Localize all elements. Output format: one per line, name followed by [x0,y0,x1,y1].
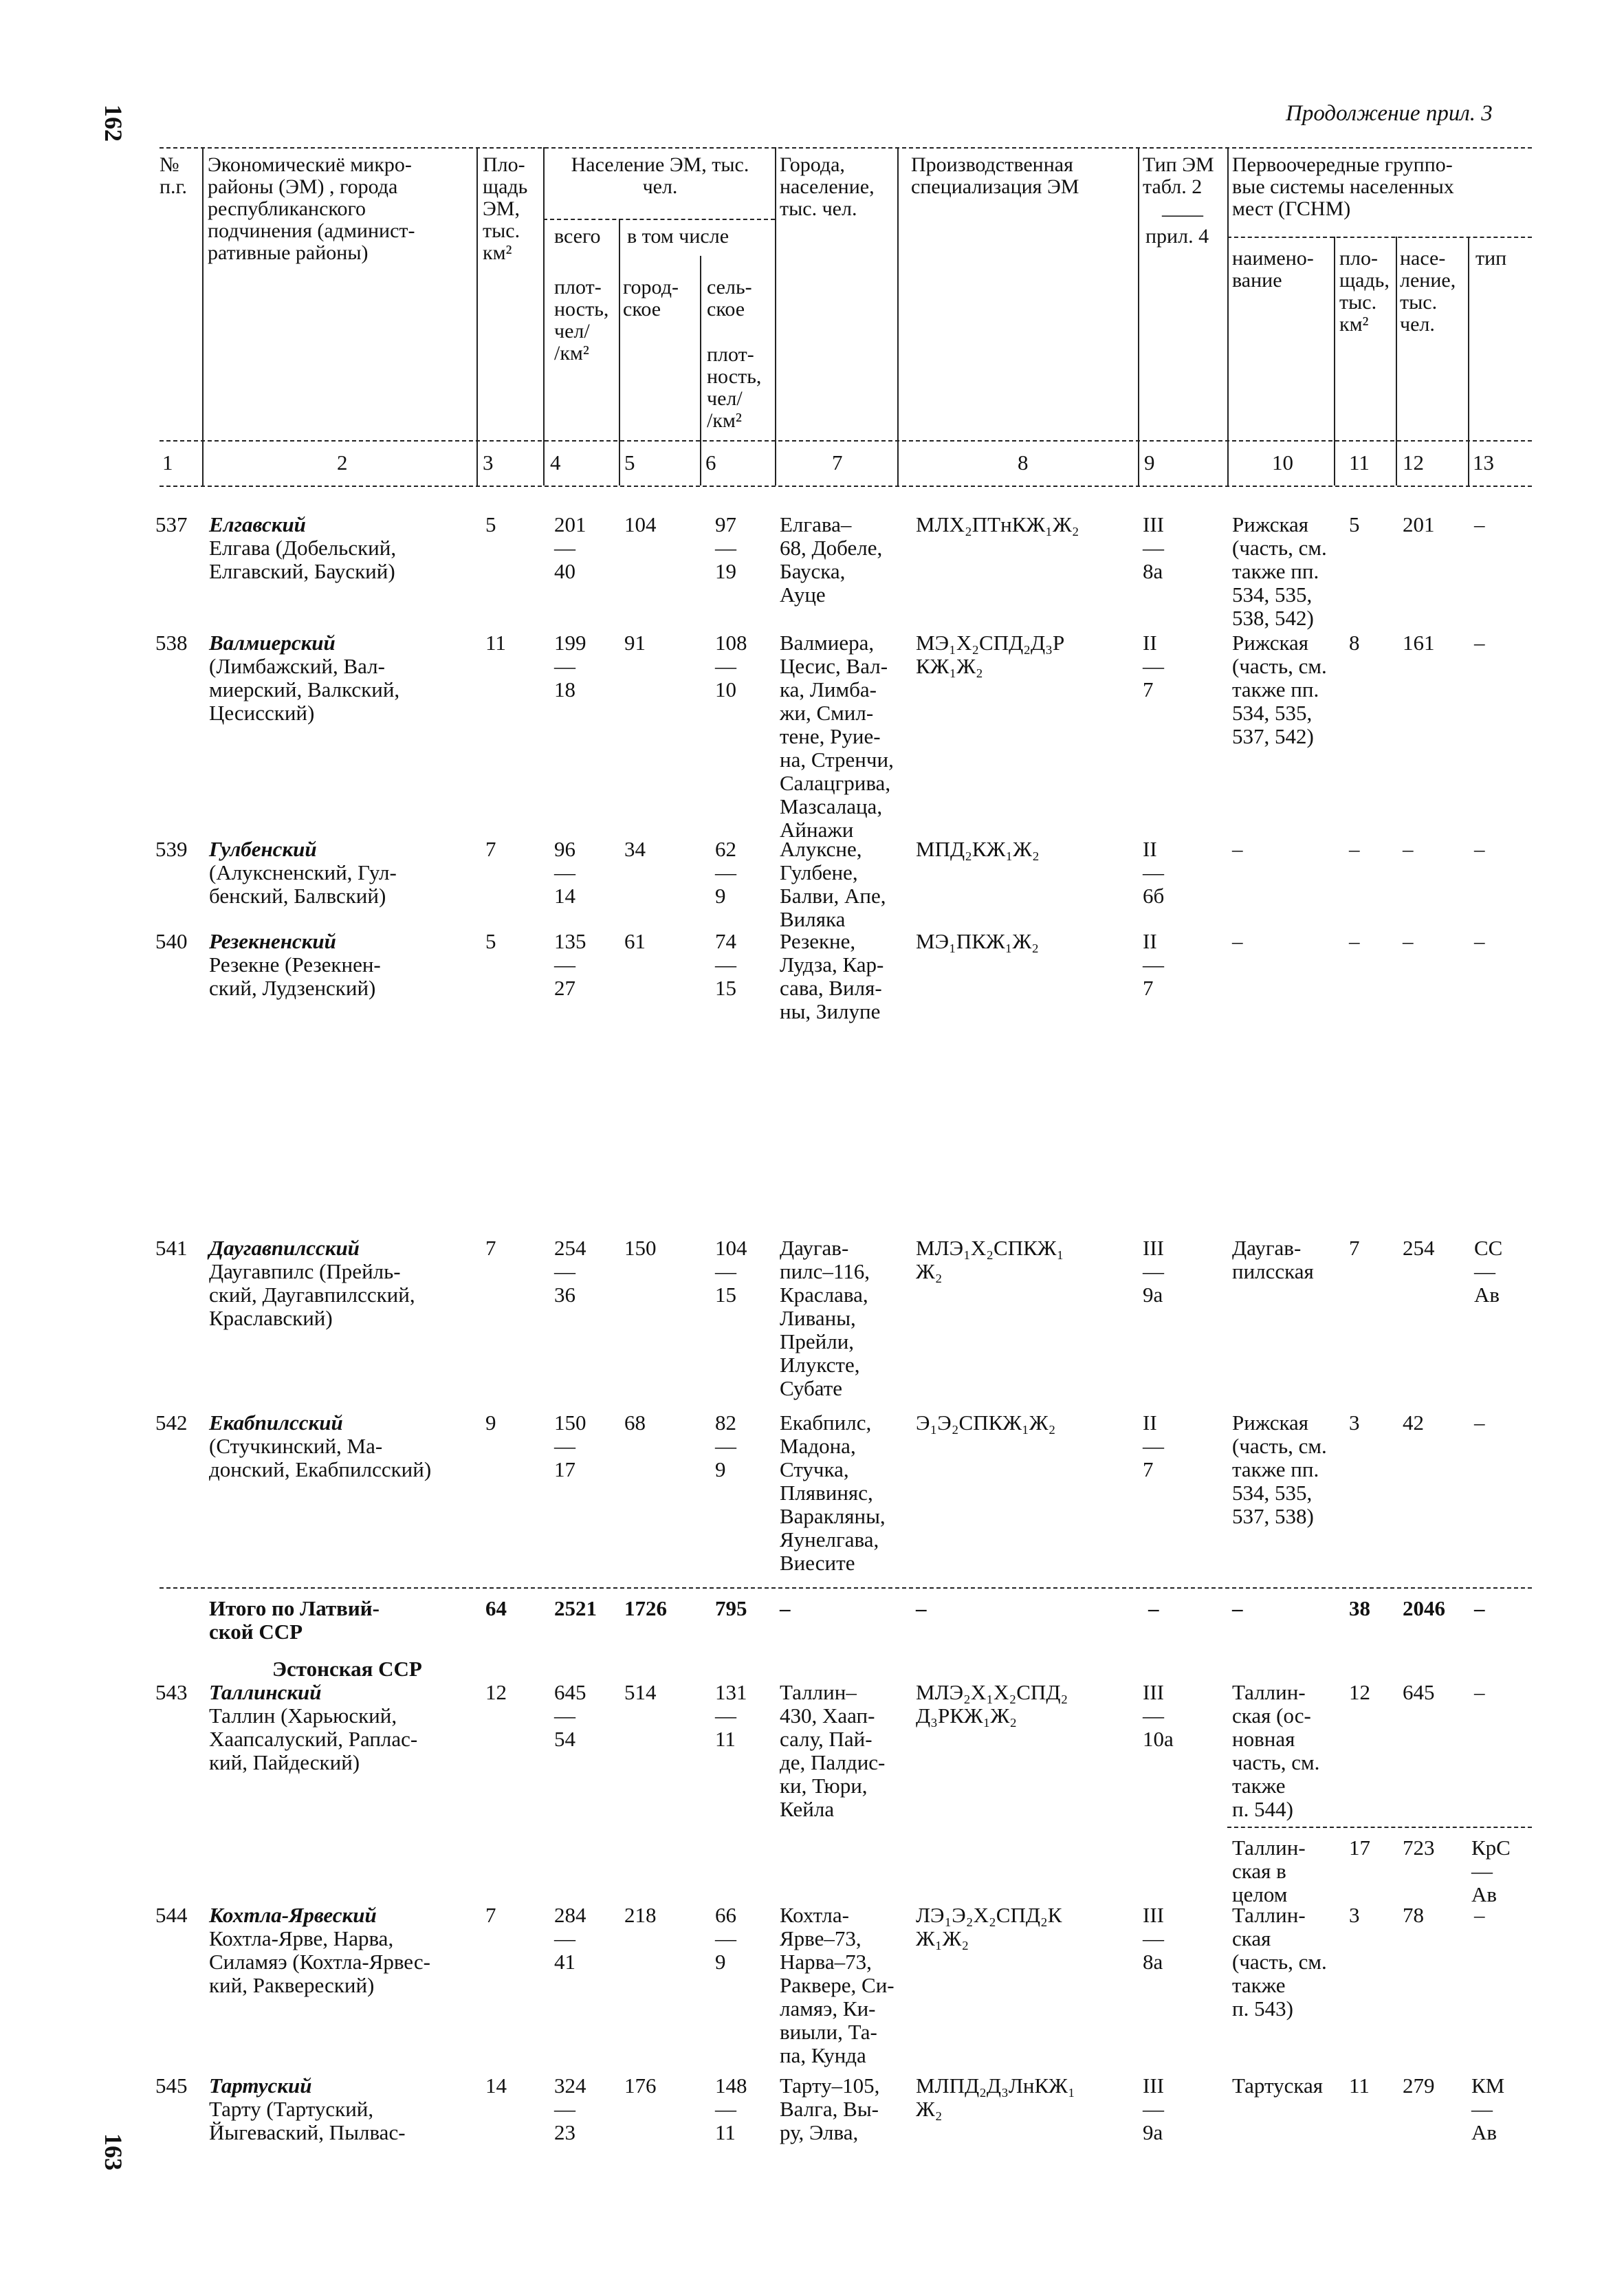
cities-list: Кохтла- Ярве–73, Нарва–73, Раквере, Си- ламяэ, Ки- виыли, Та- па, Кунда [780,1903,895,2067]
gsnm-type: – [1474,1411,1485,1435]
gsnm-name: Таллин- ская (часть, см. также п. 543) [1232,1903,1327,2021]
gsnm-area: 7 [1349,1236,1360,1260]
gsnm-area: 5 [1349,512,1360,536]
continuation-title: Продолжение прил. 3 [1286,101,1493,126]
header-total: всего [554,225,601,248]
col-number: 10 [1272,450,1293,475]
population-rural: 62 — 9 [715,837,736,908]
col-number: 12 [1403,450,1424,475]
col-divider [543,147,545,486]
gsnm-type: КМ — Ав [1471,2073,1505,2144]
col-divider [202,147,204,486]
cities-list: Таллин– 430, Хаап- салу, Пай- де, Палдис- ки, Тюри, Кейла [780,1680,886,1821]
population-rural: 131 — 11 [715,1680,747,1751]
region-cities: (Стучкинский, Ма- донский, Екабпилсский) [209,1434,432,1481]
total-specialization: – [916,1596,927,1620]
header-cities: Города, население, тыс. чел. [780,153,875,220]
gsnm-type: – [1474,1680,1485,1704]
gsnm-population: 201 [1403,512,1435,536]
em-type: II — 7 [1143,929,1164,1000]
header-urban: город- ское [623,276,679,320]
gsnm-name: Таллин- ская в целом [1232,1836,1306,1906]
cities-list: Тарту–105, Валга, Вы- ру, Элва, [780,2073,880,2144]
col-number: 7 [832,450,843,475]
gsnm-area: 3 [1349,1903,1360,1927]
col-divider [619,219,620,486]
gsnm-name: – [1232,929,1243,953]
area-value: 7 [485,1236,496,1260]
gsnm-population: 78 [1403,1903,1424,1927]
gsnm-population: – [1403,837,1414,861]
col-divider [897,147,899,486]
col-number: 11 [1349,450,1370,475]
page-number-bottom: 163 [100,2133,127,2170]
region-name: Елгавский [209,512,306,536]
gsnm-type: КрС — Ав [1471,1836,1511,1906]
header-area: Пло- щадь ЭМ, тыс. км² [483,153,528,264]
row-number: 542 [155,1411,188,1435]
region-name: Таллинский [209,1680,322,1704]
total-area: 64 [485,1596,507,1620]
col-divider [700,256,701,486]
gsnm-area: 11 [1349,2073,1370,2098]
population-rural: 97 — 19 [715,512,736,583]
col-divider [1227,147,1229,486]
header-em-type-appendix: прил. 4 [1145,225,1209,248]
col-number: 5 [624,450,635,475]
header-in-total: в том числе [627,225,729,248]
population-rural: 104 — 15 [715,1236,747,1307]
gsnm-name: Рижская (часть, см. также пп. 534, 535, 537, 542) [1232,631,1327,748]
region-name: Екабпилсский [209,1411,343,1435]
population-total: 254 — 36 [554,1236,586,1307]
col-number: 6 [705,450,716,475]
gsnm-area: – [1349,929,1360,953]
population-total: 96 — 14 [554,837,575,908]
gsnm-name: Таллин- ская (ос- новная часть, см. также п. 544) [1232,1680,1320,1821]
population-total: 201 — 40 [554,512,586,583]
specialization: МЛЭ₁Х₂СПКЖ₁ Ж₂ [916,1236,1064,1283]
header-gsnm: Первоочередные группо- вые системы населенных мест (ГСНМ) [1232,153,1454,220]
header-rural: сель- ское [707,276,752,320]
col-divider [1396,237,1397,486]
area-value: 14 [485,2073,507,2098]
total-em-type: – [1148,1596,1159,1620]
gsnm-population: 161 [1403,631,1435,655]
population-rural: 82 — 9 [715,1411,736,1481]
total-rule [160,1587,1532,1589]
area-value: 11 [485,631,506,655]
region-cities: Таллин (Харьюский, Хаапсалуский, Раплас- кий, Пайдеский) [209,1703,418,1774]
gsnm-name: Рижская (часть, см. также пп. 534, 535, 538, 542) [1232,512,1327,630]
row-number: 541 [155,1236,188,1260]
cities-list: Елгава– 68, Добеле, Бауска, Ауце [780,512,883,607]
section-title: Эстонская ССР [272,1657,422,1681]
gsnm-name: Даугав- пилсская [1232,1236,1314,1283]
total-population: 2521 [554,1596,597,1620]
region-cities: Кохтла-Ярве, Нарва, Силамяэ (Кохтла-Ярвес- кий, Раквереский) [209,1926,430,1997]
population-total: 199 — 18 [554,631,586,701]
row-number: 543 [155,1680,188,1704]
row-number: 539 [155,837,188,861]
col-number: 9 [1144,450,1155,475]
header-rural-density: плот- ность, чел/ /км² [707,343,762,432]
col-divider [775,147,776,486]
row-number: 544 [155,1903,188,1927]
population-rural: 66 — 9 [715,1903,736,1974]
population-urban: 68 [624,1411,646,1435]
header-em-type-dash: —— [1162,203,1203,226]
gsnm-type: – [1474,837,1485,861]
specialization: ЛЭ₁Э₂Х₂СПД₂К Ж₁Ж₂ [916,1903,1062,1950]
region-cities: (Алуксненский, Гул- бенский, Балвский) [209,860,397,908]
gsnm-name: Рижская (часть, см. также пп. 534, 535, 537, 538) [1232,1411,1327,1528]
em-type: II — 7 [1143,631,1164,701]
header-gsnm-name: наимено- вание [1232,247,1314,292]
row-number: 538 [155,631,188,655]
region-name: Гулбенский [209,837,317,861]
header-rule [160,440,1532,442]
area-value: 12 [485,1680,507,1704]
total-cities: – [780,1596,791,1620]
population-urban: 150 [624,1236,657,1260]
region-name: Резекненский [209,929,336,953]
population-urban: 61 [624,929,646,953]
em-type: III — 10а [1143,1680,1174,1751]
population-urban: 176 [624,2073,657,2098]
col-number: 4 [550,450,561,475]
population-total: 645 — 54 [554,1680,586,1751]
em-type: II — 7 [1143,1411,1164,1481]
specialization: МЛПД₂Д₃ЛнКЖ₁ Ж₂ [916,2073,1075,2121]
col-divider [1468,237,1469,486]
population-urban: 104 [624,512,657,536]
row-number: 545 [155,2073,188,2098]
row-number: 540 [155,929,188,953]
region-name: Кохтла-Ярвеский [209,1903,377,1927]
specialization: МЛЭ₂Х₁Х₂СПД₂ Д₃РКЖ₁Ж₂ [916,1680,1068,1728]
header-population: Население ЭМ, тыс. чел. [571,153,749,198]
col-number: 13 [1473,450,1494,475]
gsnm-area: 17 [1349,1836,1370,1860]
em-type: III — 8а [1143,512,1164,583]
gsnm-name: Тартуская [1232,2073,1324,2098]
header-top-rule [160,147,1532,149]
specialization: МЭ₁Х₂СПД₂Д₃Р КЖ₁Ж₂ [916,631,1065,678]
specialization: Э₁Э₂СПКЖ₁Ж₂ [916,1411,1056,1435]
col-divider [1334,237,1335,486]
gsnm-type: – [1474,1903,1485,1927]
total-gsnm-population: 2046 [1403,1596,1445,1620]
cities-list: Екабпилс, Мадона, Стучка, Плявиняс, Варакляны, Яунелгава, Виесите [780,1411,886,1575]
region-cities: (Лимбажский, Вал- миерский, Валкский, Цесисский) [209,654,400,725]
gsnm-area: 3 [1349,1411,1360,1435]
specialization: МЭ₁ПКЖ₁Ж₂ [916,929,1040,953]
gsnm-population: 42 [1403,1411,1424,1435]
gsnm-population: 279 [1403,2073,1435,2098]
header-gsnm-population: насе- ление, тыс. чел. [1400,247,1456,336]
population-total: 284 — 41 [554,1903,586,1974]
population-urban: 91 [624,631,646,655]
gsnm-population: – [1403,929,1414,953]
header-region: Экономическиё микро- районы (ЭМ) , города республиканского подчинения (админист- ративные районы) [208,153,415,264]
population-total: 135 — 27 [554,929,586,1000]
population-rural: 148 — 11 [715,2073,747,2144]
gsnm-area: 8 [1349,631,1360,655]
total-label: Итого по Латвий- ской ССР [209,1596,380,1644]
population-rural: 108 — 10 [715,631,747,701]
population-urban: 218 [624,1903,657,1927]
area-value: 7 [485,1903,496,1927]
col-number: 1 [162,450,173,475]
header-gsnm-area: пло- щадь, тыс. км² [1339,247,1390,336]
col-divider [1138,147,1139,486]
specialization: МЛХ₂ПТнКЖ₁Ж₂ [916,512,1079,536]
population-total: 150 — 17 [554,1411,586,1481]
gsnm-population: 254 [1403,1236,1435,1260]
total-urban: 1726 [624,1596,667,1620]
gsnm-type: СС — Ав [1474,1236,1503,1307]
cities-list: Валмиера, Цесис, Вал- ка, Лимба- жи, Смил- тене, Руие- на, Стренчи, Салацгрива, Мазсалаца, Айнажи [780,631,894,842]
header-specialization: Производственная специализация ЭМ [911,153,1079,198]
region-cities: Тарту (Тартуский, Йыгеваский, Пылвас- [209,2097,406,2144]
total-rural: 795 [715,1596,747,1620]
column-number-rule [160,486,1532,487]
em-type: III — 9а [1143,2073,1164,2144]
region-name: Даугавпилсский [209,1236,360,1260]
region-name: Тартуский [209,2073,312,2098]
region-cities: Даугавпилс (Прейль- ский, Даугавпилсский, Краславский) [209,1259,415,1330]
gsnm-name: – [1232,837,1243,861]
page-number-top: 162 [100,105,127,142]
total-gsnm-type: – [1474,1596,1485,1620]
em-type: III — 8а [1143,1903,1164,1974]
em-type: III — 9а [1143,1236,1164,1307]
em-type: II — 6б [1143,837,1165,908]
gsnm-population: 723 [1403,1836,1435,1860]
header-gsnm-type: тип [1475,247,1507,270]
area-value: 9 [485,1411,496,1435]
header-em-type: Тип ЭМ табл. 2 [1143,153,1214,198]
col-number: 3 [483,450,494,475]
gsnm-type: – [1474,631,1485,655]
population-rural: 74 — 15 [715,929,736,1000]
region-name: Валмиерский [209,631,336,655]
area-value: 5 [485,512,496,536]
gsnm-type: – [1474,929,1485,953]
total-gsnm-name: – [1232,1596,1243,1620]
area-value: 7 [485,837,496,861]
col-number: 2 [337,450,348,475]
area-value: 5 [485,929,496,953]
region-cities: Елгава (Добельский, Елгавский, Бауский) [209,536,397,583]
gsnm-population: 645 [1403,1680,1435,1704]
population-total: 324 — 23 [554,2073,586,2144]
header-inner-rule [543,219,775,220]
header-number: № п.г. [160,153,187,198]
cities-list: Алуксне, Гулбене, Балви, Апе, Виляка [780,837,886,931]
gsnm-rule [1227,1827,1532,1828]
header-inner-rule [1227,237,1532,238]
total-gsnm-area: 38 [1349,1596,1370,1620]
cities-list: Даугав- пилс–116, Краслава, Ливаны, Прейли, Илуксте, Субате [780,1236,870,1400]
gsnm-type: – [1474,512,1485,536]
population-urban: 514 [624,1680,657,1704]
region-cities: Резекне (Резекнен- ский, Лудзенский) [209,953,381,1000]
specialization: МПД₂КЖ₁Ж₂ [916,837,1040,861]
population-urban: 34 [624,837,646,861]
header-density: плот- ность, чел/ /км² [554,276,609,364]
gsnm-area: – [1349,837,1360,861]
col-number: 8 [1018,450,1029,475]
cities-list: Резекне, Лудза, Кар- сава, Виля- ны, Зилупе [780,929,884,1023]
gsnm-area: 12 [1349,1680,1370,1704]
col-divider [476,147,478,486]
row-number: 537 [155,512,188,536]
